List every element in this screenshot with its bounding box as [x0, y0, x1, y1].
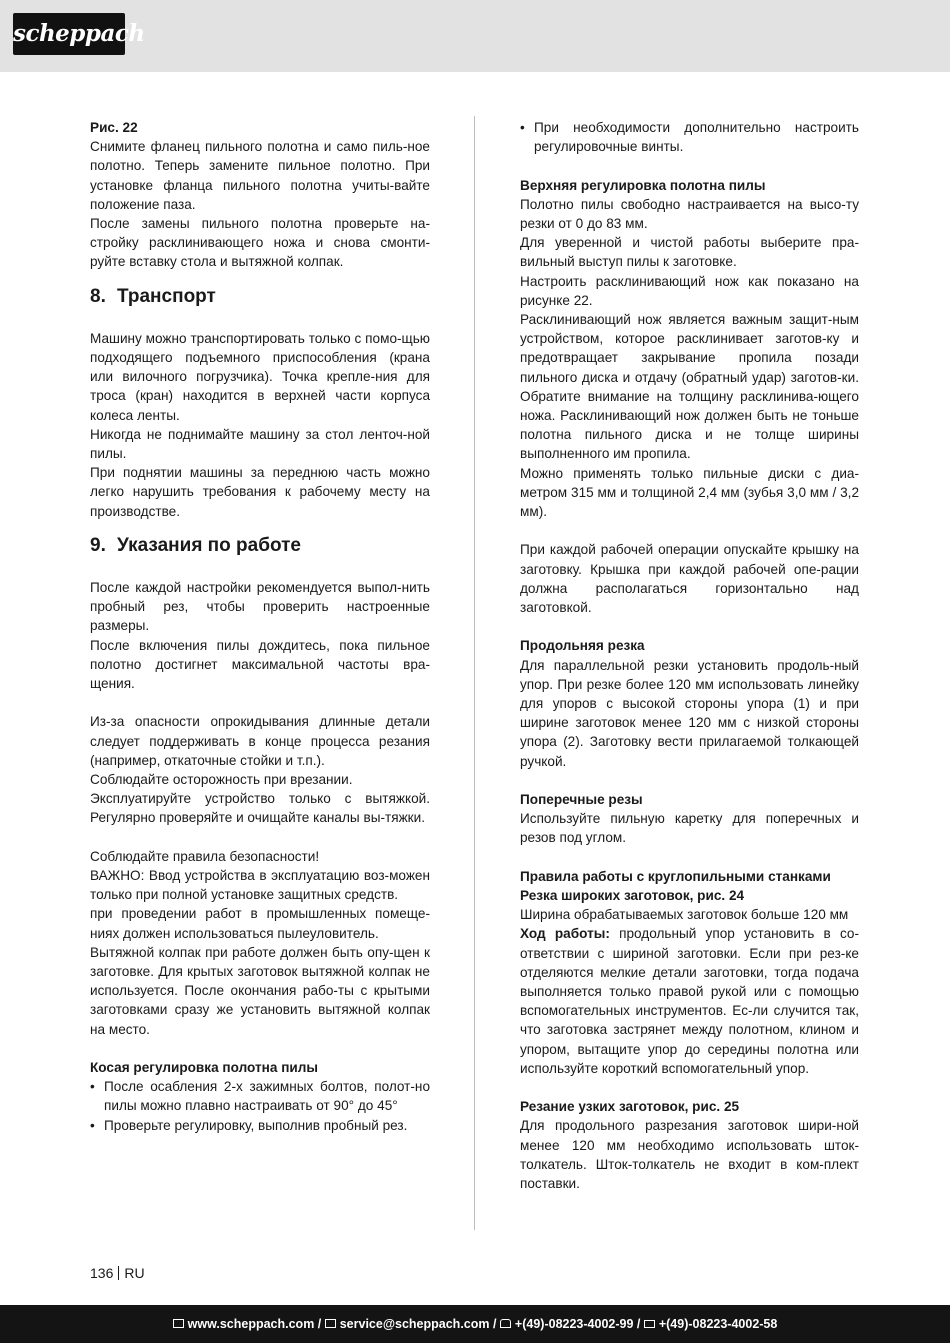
- upper-adjust-paragraph-1: Полотно пилы свободно настраивается на высо-ту резки от 0 до 83 мм.: [520, 196, 859, 231]
- scheppach-logo: scheppach: [13, 13, 125, 55]
- work-procedure-label: Ход работы:: [520, 926, 610, 942]
- upper-adjust-paragraph-5: Можно применять только пильные диски с диа-метром 315 мм и толщиной 2,4 мм (зубья 3,0 мм / 3,2 мм).: [520, 465, 859, 520]
- monitor-icon: [173, 1319, 184, 1328]
- upper-adjust-paragraph-2: Для уверенной и чистой работы выберите пра-вильный выступ пилы к заготовке.: [520, 235, 859, 270]
- cross-cut-paragraph: Используйте пильную каретку для поперечных и резов под углом.: [520, 811, 859, 846]
- work-paragraph-9: Вытяжной колпак при работе должен быть опу-щен к заготовке. Для крытых заготовок вытяжной колпак не используется. После окончания рабо-ты с крытыми заготовками сразу же установить вытяжной колпак на место.: [90, 944, 430, 1037]
- page-header: [0, 0, 950, 72]
- narrow-workpiece-title: Резание узких заготовок, рис. 25: [520, 1099, 740, 1115]
- transport-paragraph-3: При поднятии машины за переднюю часть можно легко нарушить требования к рабочему месту на производстве.: [90, 465, 430, 519]
- fax-icon: [644, 1320, 655, 1328]
- bevel-bullet-3: • При необходимости дополнительно настроить регулировочные винты.: [520, 118, 859, 156]
- page-number-separator: [118, 1266, 119, 1280]
- upper-adjust-paragraph-3: Настроить расклинивающий нож как показано на рисунке 22.: [520, 273, 859, 308]
- section-9-number: 9.: [90, 534, 106, 556]
- footer-separator-1: /: [314, 1317, 325, 1331]
- page-number: 136: [90, 1265, 114, 1281]
- footer-email[interactable]: service@scheppach.com: [339, 1317, 490, 1331]
- wide-workpiece-paragraph-1: Ширина обрабатываемых заготовок больше 120 мм: [520, 907, 849, 923]
- fig22-text: Снимите фланец пильного полотна и само пиль-ное полотно. Теперь замените пильное полотно. При установке фланца пильного полотна учиты-вайте положение паза.: [90, 139, 430, 212]
- upper-adjust-title: Верхняя регулировка полотна пилы: [520, 177, 766, 193]
- transport-paragraph-1: Машину можно транспортировать только с помо-щью подходящего подъемного приспособления (крана или вилочного погрузчика). Точка крепле-ния для троса (кран) находится в верхней части корпуса колеса ленты.: [90, 330, 430, 423]
- bevel-bullet-1: • После осабления 2-х зажимных болтов, полот-но пилы можно плавно настраивать от 90° до 45°: [90, 1077, 430, 1115]
- footer-separator-3: /: [633, 1317, 644, 1331]
- rip-cut-title: Продольняя резка: [520, 638, 645, 654]
- column-divider: [474, 116, 475, 1230]
- mail-icon: [325, 1319, 336, 1328]
- section-8-title: Транспорт: [117, 285, 216, 307]
- footer-fax: +(49)-08223-4002-58: [658, 1317, 778, 1331]
- cross-cut-title: Поперечные резы: [520, 792, 643, 808]
- bevel-list-continued: [520, 118, 859, 156]
- bevel-list: [90, 1077, 430, 1135]
- footer-phone: +(49)-08223-4002-99: [514, 1317, 634, 1331]
- transport-paragraph-2: Никогда не поднимайте машину за стол ленточ-ной пилы.: [90, 426, 430, 462]
- section-8-number: 8.: [90, 285, 106, 307]
- work-paragraph-4: Соблюдайте осторожность при врезании.: [90, 772, 353, 788]
- rip-cut-paragraph: Для параллельной резки установить продоль-ный упор. При резке более 120 мм использовать линейку для упоров с высокой стороны упора (1) и при ширине заготовок менее 120 мм с низкой стороны упора (2). Заготовку вести прилагаемой толкающей ручкой.: [520, 657, 859, 769]
- work-paragraph-2: После включения пилы дождитесь, пока пильное полотно достигнет максимальной частоты вра-щения.: [90, 637, 430, 692]
- section-9-heading: [90, 533, 430, 559]
- bevel-title: Косая регулировка полотна пилы: [90, 1060, 319, 1076]
- work-paragraph-7: ВАЖНО: Ввод устройства в эксплуатацию воз-можен только при полной установке защитных средств.: [90, 868, 430, 903]
- section-8-heading: [90, 284, 430, 310]
- page-language: RU: [124, 1265, 145, 1281]
- right-column: [520, 118, 859, 1193]
- page-footer: [0, 1305, 950, 1343]
- narrow-workpiece-paragraph: Для продольного разрезания заготовок шири-ной менее 120 мм необходимо использовать шток-толкатель. Шток-толкатель не входит в ком-плект поставки.: [520, 1118, 859, 1192]
- upper-adjust-paragraph-4: Расклинивающий нож является важным защит-ным устройством, которое расклинивает заготов-ку и предотвращает закрывание пропила позади пильного диска и отдачу (обратный удар) заготов-ки. Обратите внимание на толщину расклинива-ющего ножа. Расклинивающий нож должен быть не тоньше полотна пильного диска и не толще ширины выполненного им пропила.: [520, 312, 859, 462]
- footer-separator-2: /: [489, 1317, 500, 1331]
- work-paragraph-1: После каждой настройки рекомендуется выпол-нить пробный рез, чтобы проверить настроенные размеры.: [90, 580, 430, 634]
- work-paragraph-3: Из-за опасности опрокидывания длинные детали следует поддерживать в конце процесса резания (например, откаточные стойки и т.п.).: [90, 714, 430, 768]
- work-paragraph-6: Соблюдайте правила безопасности!: [90, 848, 320, 864]
- wide-workpiece-title: Резка широких заготовок, рис. 24: [520, 888, 745, 904]
- cover-paragraph: При каждой рабочей операции опускайте крышку на заготовку. Крышка при каждой рабочей опе-рации должна располагаться горизонтально над заготовкой.: [520, 542, 859, 616]
- page-number-area: [90, 1265, 145, 1281]
- work-paragraph-5: Эксплуатируйте устройство только с вытяжкой. Регулярно проверяйте и очищайте каналы вы-тяжки.: [90, 791, 430, 826]
- footer-website[interactable]: www.scheppach.com: [187, 1317, 315, 1331]
- phone-icon: [500, 1319, 511, 1328]
- fig22-text-2: После замены пильного полотна проверьте на-стройку расклинивающего ножа и снова смонти-руйте вставку стола и вытяжной колпак.: [90, 216, 430, 270]
- rules-title: Правила работы с круглопильными станками: [520, 868, 831, 884]
- bevel-bullet-2: • Проверьте регулировку, выполнив пробный рез.: [90, 1116, 430, 1135]
- fig22-title: Рис. 22: [90, 120, 138, 135]
- work-procedure-text: продольный упор установить в со-ответствии с шириной заготовки. Если при рез-ке отделяются мелкие детали заготовки, тогда подача выполняется только правой рукой или с помощью вспомогательных инструментов. Ес-ли случится так, что заготовка застрянет между полотном, клином и упором, вытащите упор до середины полотна или используйте короткий вспомогательный упор.: [520, 926, 859, 1076]
- work-paragraph-8: при проведении работ в промышленных помеще-ниях должен использоваться пылеуловитель.: [90, 906, 430, 941]
- section-9-title: Указания по работе: [117, 534, 301, 556]
- wide-workpiece-paragraph-2: [520, 924, 859, 1078]
- left-column: [90, 118, 430, 1135]
